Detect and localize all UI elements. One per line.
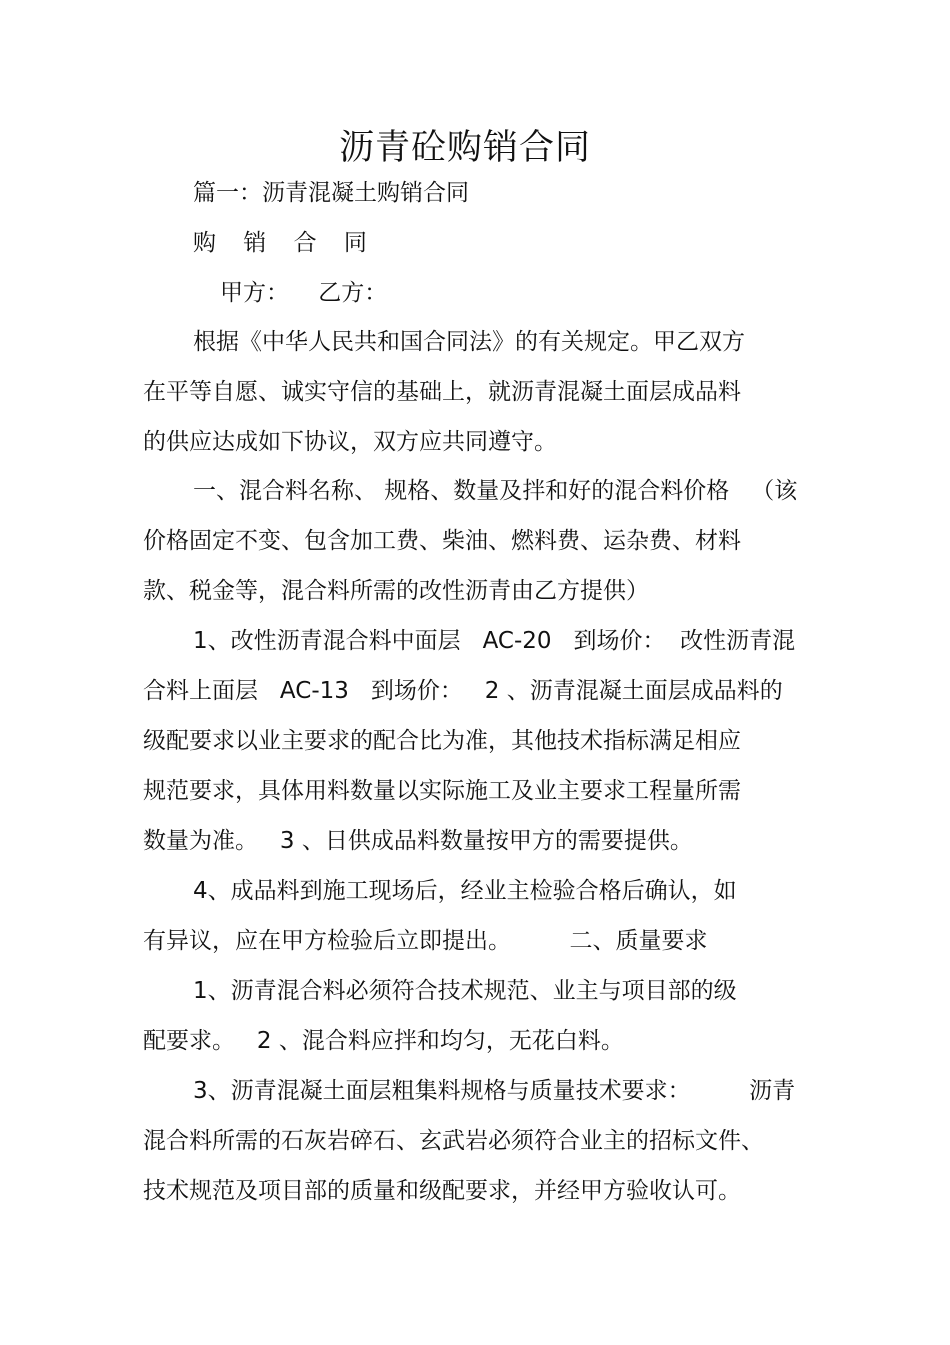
paragraph-line: 3、沥青混凝土面层粗集料规格与质量技术要求： 沥青: [193, 1078, 796, 1104]
paragraph-line: 价格固定不变、包含加工费、柴油、燃料费、运杂费、材料: [143, 528, 741, 554]
paragraph-line: 在平等自愿、诚实守信的基础上，就沥青混凝土面层成品料: [143, 379, 741, 405]
paragraph-line: 合料上面层 AC-13 到场价： 2 、沥青混凝土面层成品料的: [143, 678, 783, 704]
paragraph-line: 有异议，应在甲方检验后立即提出。 二、质量要求: [143, 928, 708, 954]
paragraph-line: 级配要求以业主要求的配合比为准，其他技术指标满足相应: [143, 728, 741, 754]
paragraph-line: 款、税金等，混合料所需的改性沥青由乙方提供）: [143, 578, 649, 604]
paragraph-line: 一、混合料名称、 规格、数量及拌和好的混合料价格 （该: [193, 478, 798, 504]
document-title: 沥青砼购销合同: [338, 128, 591, 168]
paragraph-line: 配要求。 2 、混合料应拌和均匀，无花白料。: [143, 1028, 624, 1054]
contract-heading: 购 销 合 同: [193, 230, 377, 256]
paragraph-line: 规范要求，具体用料数量以实际施工及业主要求工程量所需: [143, 778, 741, 804]
paragraph-line: 4、成品料到施工现场后，经业主检验合格后确认，如: [193, 878, 737, 904]
article-heading: 篇一：沥青混凝土购销合同: [193, 180, 469, 206]
paragraph-line: 根据《中华人民共和国合同法》的有关规定。甲乙双方: [193, 329, 745, 355]
paragraph-line: 混合料所需的石灰岩碎石、玄武岩必须符合业主的招标文件、: [143, 1128, 764, 1154]
paragraph-line: 数量为准。 3 、日供成品料数量按甲方的需要提供。: [143, 828, 693, 854]
paragraph-line: 技术规范及项目部的质量和级配要求，并经甲方验收认可。: [143, 1178, 741, 1204]
paragraph-line: 的供应达成如下协议，双方应共同遵守。: [143, 429, 557, 455]
paragraph-line: 1、改性沥青混合料中面层 AC-20 到场价： 改性沥青混: [193, 628, 796, 654]
paragraph-line: 1、沥青混合料必须符合技术规范、业主与项目部的级: [193, 978, 737, 1004]
parties-line: 甲方： 乙方：: [220, 280, 388, 306]
